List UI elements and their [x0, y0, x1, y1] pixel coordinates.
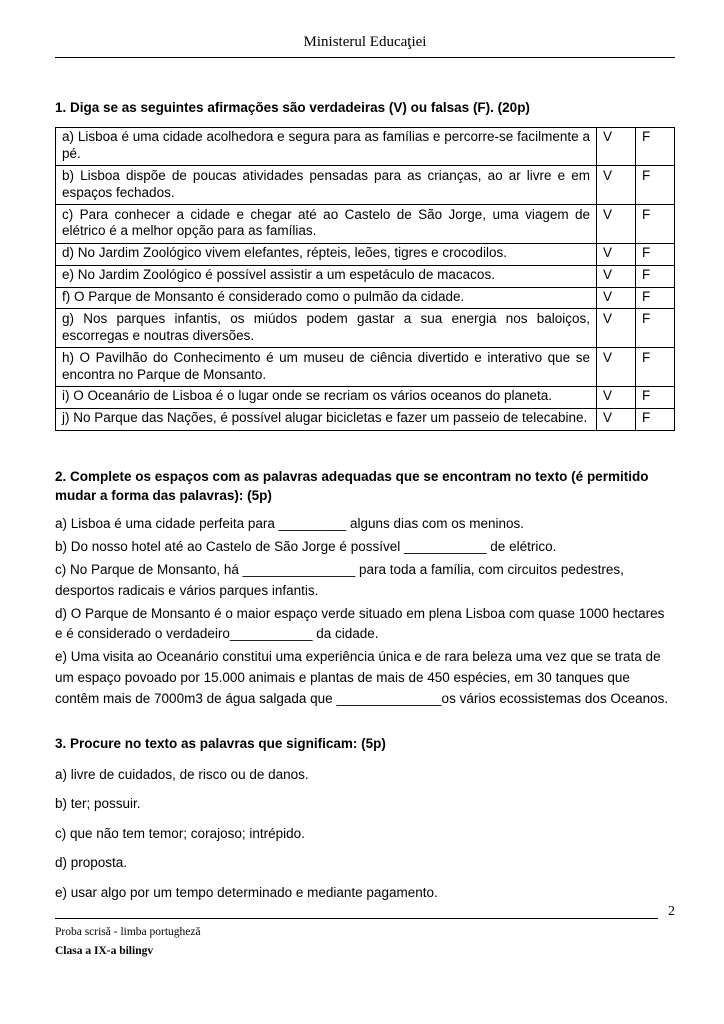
page-number: 2 — [668, 904, 675, 919]
table-row — [56, 287, 675, 309]
definition-item: c) que não tem temor; corajoso; intrépido. — [55, 825, 305, 841]
table-row — [56, 127, 675, 166]
definition-item: a) livre de cuidados, de risco ou de danos. — [55, 766, 309, 782]
statement-text: c) Para conhecer a cidade e chegar até ao Castelo de São Jorge, uma viagem de elétrico é a melhor opção para as famílias. — [56, 205, 597, 244]
true-false-table — [55, 127, 675, 431]
statement-text: h) O Pavilhão do Conhecimento é um museu de ciência divertido e interativo que se encontra no Parque de Monsanto. — [56, 348, 597, 387]
fill-in-item: a) Lisboa é uma cidade perfeita para _________ alguns dias com os meninos. — [55, 515, 525, 531]
table-row — [56, 309, 675, 348]
option-false-cell: F — [636, 265, 675, 287]
statement-text: j) No Parque das Nações, é possível alugar bicicletas e fazer um passeio de telecabine. — [56, 408, 597, 430]
fill-in-item: b) Do nosso hotel até ao Castelo de São Jorge é possível ___________ de elétrico. — [55, 538, 557, 554]
document-header — [55, 34, 675, 58]
option-true-cell: V — [597, 408, 636, 430]
option-false-cell: F — [636, 287, 675, 309]
option-true-cell: V — [597, 166, 636, 205]
definition-item: d) proposta. — [55, 855, 128, 871]
question-3-title: 3. Procure no texto as palavras que significam: (5p) — [55, 736, 386, 752]
table-row — [56, 408, 675, 430]
option-true-cell: V — [597, 348, 636, 387]
footer-rule-row — [55, 905, 675, 919]
footer-rule-line — [55, 906, 658, 919]
table-row — [56, 166, 675, 205]
statement-text: a) Lisboa é uma cidade acolhedora e segura para as famílias e percorre-se facilmente a pé. — [56, 127, 597, 166]
definition-item: e) usar algo por um tempo determinado e mediante pagamento. — [55, 884, 438, 900]
option-false-cell: F — [636, 243, 675, 265]
option-true-cell: V — [597, 243, 636, 265]
option-false-cell: F — [636, 127, 675, 166]
exam-name: Proba scrisă - limba portugheză — [55, 926, 201, 938]
fill-in-item: c) No Parque de Monsanto, há _______________ para toda a família, com circuitos pedestres, desportos radicais e vários parques infantis. — [55, 561, 624, 598]
option-false-cell: F — [636, 386, 675, 408]
class-name: Clasa a IX-a bilingv — [55, 945, 154, 957]
definitions-list — [55, 766, 675, 902]
table-row — [56, 386, 675, 408]
statement-text: e) No Jardim Zoológico é possível assistir a um espetáculo de macacos. — [56, 265, 597, 287]
fill-in-list — [55, 514, 675, 710]
page-footer — [55, 905, 675, 957]
table-row — [56, 348, 675, 387]
statement-text: i) O Oceanário de Lisboa é o lugar onde se recriam os vários oceanos do planeta. — [56, 386, 597, 408]
question-2-title: 2. Complete os espaços com as palavras adequadas que se encontram no texto (é permitido mudar a forma das palavras): (5p) — [55, 468, 649, 504]
option-false-cell: F — [636, 408, 675, 430]
table-row — [56, 243, 675, 265]
table-row — [56, 205, 675, 244]
fill-in-item: e) Uma visita ao Oceanário constitui uma experiência única e de rara beleza uma vez que se trata de um espaço povoado por 15.000 animais e plantas de mais de 450 espécies, em 30 tanques que contêm mais de 7000m3 de água salgada que ______________os vários ecossistemas dos Oceanos. — [55, 649, 669, 707]
fill-in-item: d) O Parque de Monsanto é o maior espaço verde situado em plena Lisboa com quase 1000 hectares e é considerado o verdadeiro___________ da cidade. — [55, 605, 665, 642]
option-true-cell: V — [597, 127, 636, 166]
option-true-cell: V — [597, 386, 636, 408]
statement-text: b) Lisboa dispõe de poucas atividades pensadas para as crianças, ao ar livre e em espaços fechados. — [56, 166, 597, 205]
statement-text: d) No Jardim Zoológico vivem elefantes, répteis, leões, tigres e crocodilos. — [56, 243, 597, 265]
option-false-cell: F — [636, 166, 675, 205]
table-row — [56, 265, 675, 287]
option-false-cell: F — [636, 205, 675, 244]
option-true-cell: V — [597, 287, 636, 309]
option-true-cell: V — [597, 205, 636, 244]
definition-item: b) ter; possuir. — [55, 796, 141, 812]
statement-text: g) Nos parques infantis, os miúdos podem gastar a sua energia nos baloiços, escorregas e noutras diversões. — [56, 309, 597, 348]
question-1-title: 1. Diga se as seguintes afirmações são verdadeiras (V) ou falsas (F). (20p) — [55, 100, 530, 115]
vf-table-body — [56, 127, 675, 430]
option-true-cell: V — [597, 309, 636, 348]
option-true-cell: V — [597, 265, 636, 287]
option-false-cell: F — [636, 309, 675, 348]
option-false-cell: F — [636, 348, 675, 387]
ministry-title: Ministerul Educaţiei — [303, 34, 427, 50]
statement-text: f) O Parque de Monsanto é considerado como o pulmão da cidade. — [56, 287, 597, 309]
